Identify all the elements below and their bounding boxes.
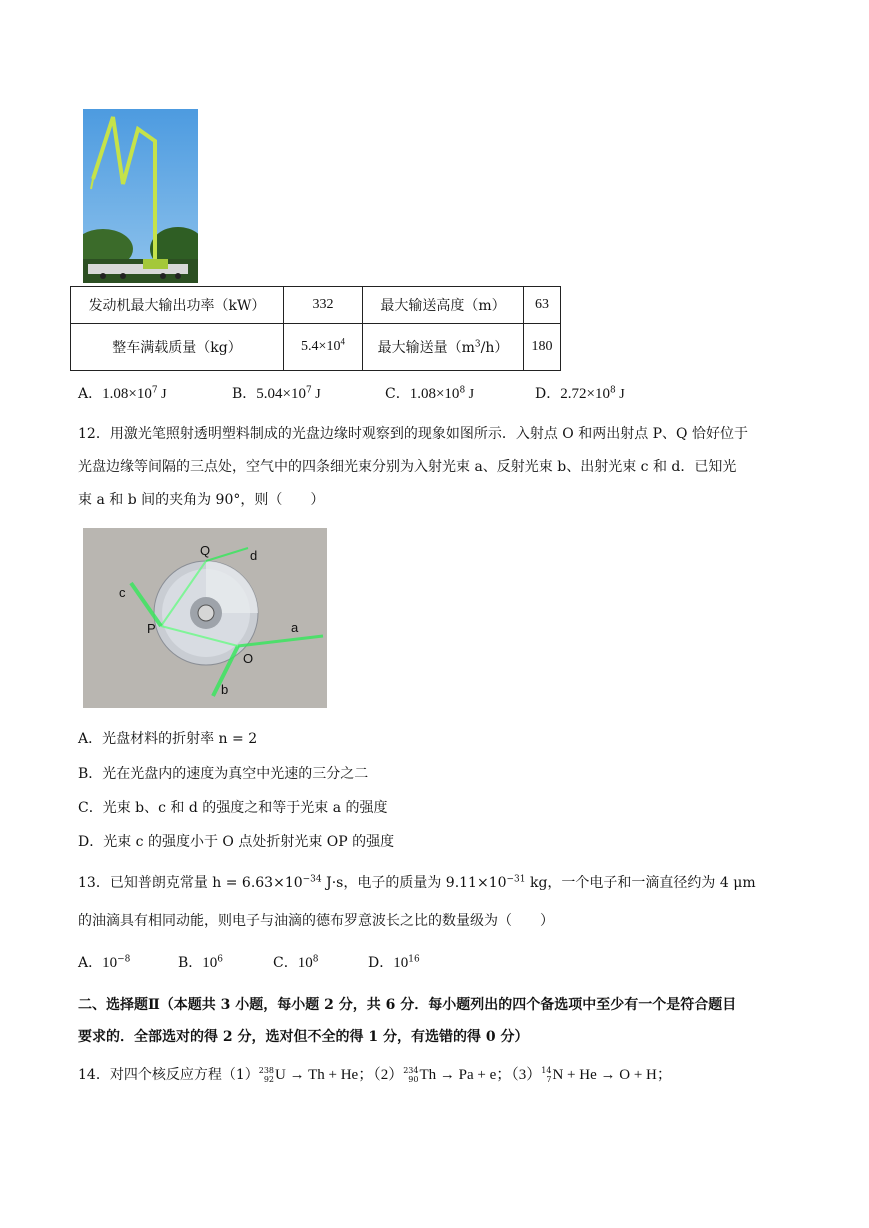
section2-header-line2: 要求的．全部选对的得 2 分，选对但不全的得 1 分，有选错的得 0 分） [78, 1029, 529, 1045]
q13-stem-line2: 的油滴具有相同动能，则电子与油滴的德布罗意波长之比的数量级为（ ） [78, 913, 554, 929]
spec-table [70, 286, 561, 371]
q12-option-c[interactable]: C．光束 b、c 和 d 的强度之和等于光束 a 的强度 [78, 800, 388, 816]
q13-stem-line1: 13．已知普朗克常量 $h = 6.63\times 10^{-34}$ J·s，电子的质量为 $9.11\times 10^{-31}$ kg，一个电子和一滴直径约为 4 μm [78, 874, 756, 891]
q13-option-d[interactable]: D．$10^{16}$ [368, 954, 420, 971]
table-cell: 发动机最大输出功率（kW） [71, 287, 284, 324]
figure-label-a: a [291, 620, 299, 635]
figure-label-d: d [250, 548, 258, 563]
q11-option-c[interactable]: C．$1.08\times 10^8$ J [385, 385, 475, 402]
q13-option-a[interactable]: A．$10^{-8}$ [78, 954, 131, 971]
q12-stem-line1: 12．用激光笔照射透明塑料制成的光盘边缘时观察到的现象如图所示．入射点 O 和两出射点 P、Q 恰好位于 [78, 426, 748, 442]
figure-label-c: c [119, 585, 126, 600]
table-cell: 332 [284, 287, 363, 324]
laser-cd-figure [83, 528, 327, 708]
figure-label-o: O [243, 651, 254, 666]
figure-label-p: P [147, 621, 156, 636]
table-cell: 180 [524, 324, 561, 371]
q11-option-a[interactable]: A．$1.08\times 10^7$ J [78, 385, 167, 402]
q12-option-b[interactable]: B．光在光盘内的速度为真空中光速的三分之二 [78, 766, 369, 782]
q11-option-b[interactable]: B．$5.04\times 10^7$ J [232, 385, 321, 402]
q11-option-d[interactable]: D．$2.72\times 10^8$ J [535, 385, 625, 402]
q13-option-b[interactable]: B．$10^6$ [178, 954, 224, 971]
table-row [71, 287, 561, 324]
q12-stem-line2: 光盘边缘等间隔的三点处，空气中的四条细光束分别为入射光束 a、反射光束 b、出射光束 c 和 d．已知光 [78, 459, 737, 475]
figure-label-q: Q [200, 543, 211, 558]
concrete-pump-truck-photo [83, 109, 198, 283]
table-cell: 最大输送量$(m^3/h)$ [363, 324, 524, 371]
q13-option-c[interactable]: C．$10^8$ [273, 954, 319, 971]
q12-option-a[interactable]: A．光盘材料的折射率 n = 2 [78, 731, 258, 747]
q12-stem-line3: 束 a 和 b 间的夹角为 90°，则（ ） [78, 492, 325, 508]
table-cell: $5.4\times 10^4$ [284, 324, 363, 371]
table-cell: 最大输送高度（m） [363, 287, 524, 324]
q14-stem: 14．对四个核反应方程（1） 238 92 U → Th + He；（2） 234 90 Th → Pa + e；（3） 14 7 N + He → O + H； [78, 1066, 672, 1084]
q12-option-d[interactable]: D．光束 c 的强度小于 O 点处折射光束 OP 的强度 [78, 834, 395, 850]
figure-label-b: b [221, 682, 229, 697]
table-cell: 63 [524, 287, 561, 324]
section2-header-line1: 二、选择题Ⅱ（本题共 3 小题，每小题 2 分，共 6 分．每小题列出的四个备选项中至少有一个是符合题目 [78, 997, 737, 1013]
table-cell: 整车满载质量（kg） [71, 324, 284, 371]
table-row [71, 324, 561, 371]
